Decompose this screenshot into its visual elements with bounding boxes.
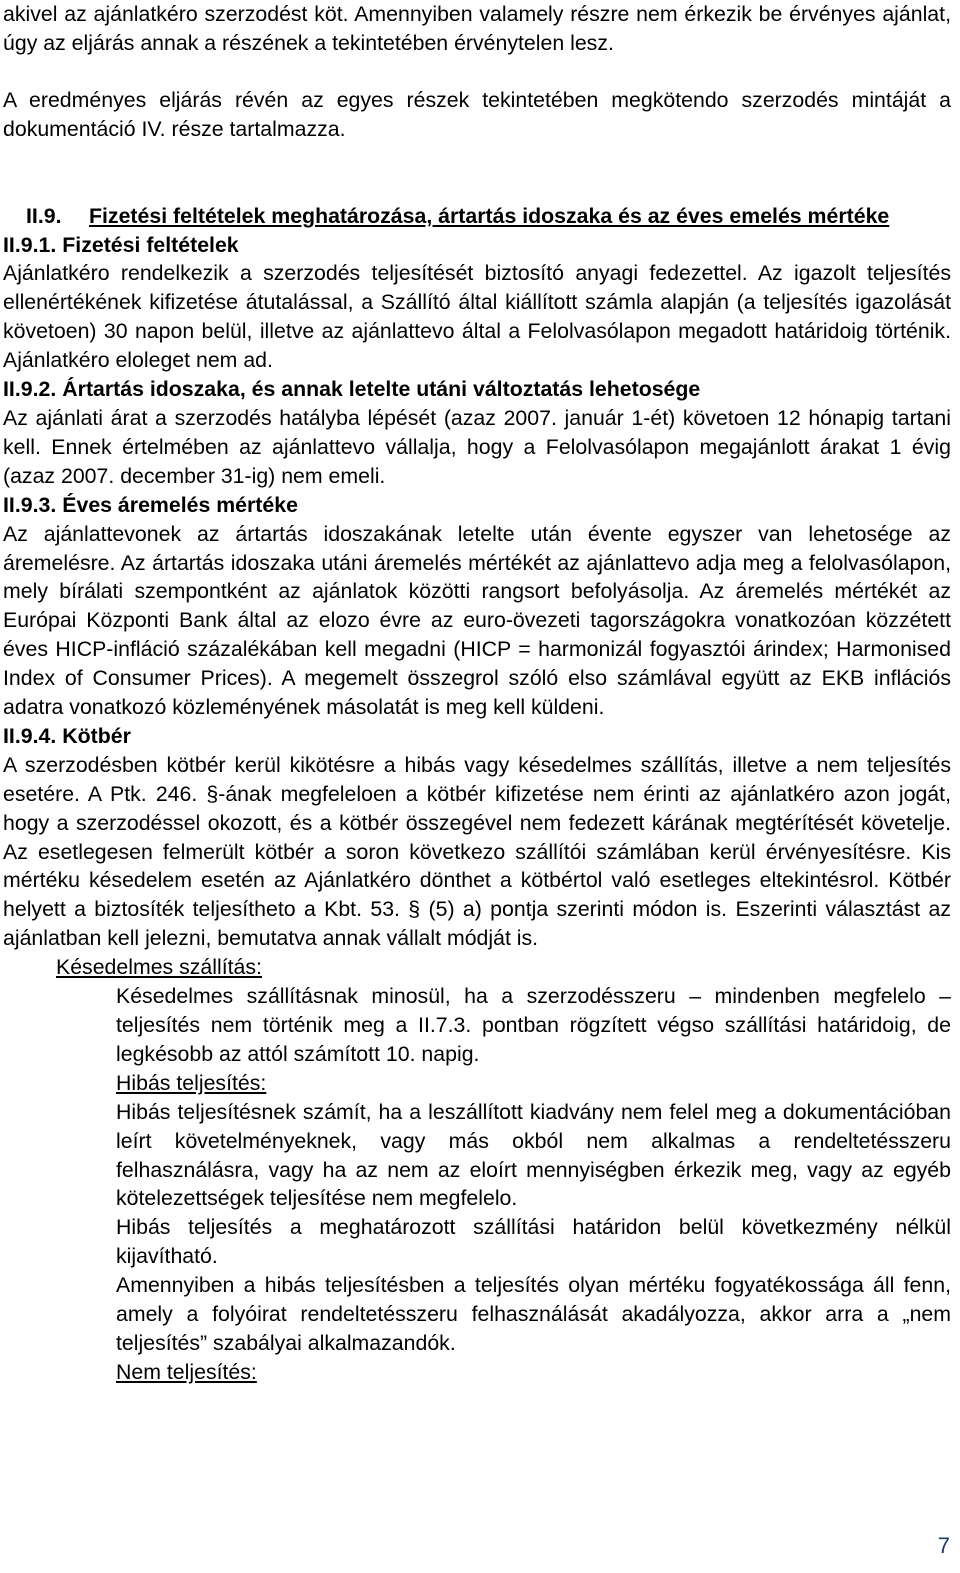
section-ii9-heading	[3, 202, 951, 231]
spacer	[3, 144, 951, 173]
section-number: II.9.1.	[3, 232, 57, 257]
section-title: Fizetési feltételek	[62, 232, 239, 257]
intro-paragraph-1: akivel az ajánlatkéro szerzodést köt. Amennyiben valamely részre nem érkezik be érvényes ajánlat, úgy az eljárás annak a részének a tekintetében érvénytelen lesz.	[3, 2, 951, 55]
defective-label-row	[116, 1069, 951, 1098]
section-title: Fizetési feltételek meghatározása, ártartás idoszaka és az éves emelés mértéke	[89, 203, 890, 228]
late-delivery-label: Késedelmes szállítás:	[56, 955, 262, 980]
section-title: Kötbér	[62, 723, 131, 748]
defective-body-1: Hibás teljesítésnek számít, ha a leszállított kiadvány nem felel meg a dokumentációban leírt követelményeknek, vagy más okból nem alkalmas a rendeltetésszeru felhasználásra, vagy ha az nem az eloírt mennyiségben érkezik meg, vagy az egyéb kötelezettségek teljesítése nem megfelelo.	[116, 1099, 951, 1211]
section-ii94-body: A szerzodésben kötbér kerül kikötésre a hibás vagy késedelmes szállítás, illetve a nem teljesítés esetére. A Ptk. 246. §-ának megfeleloen a kötbér kifizetése nem érinti az ajánlatkéro azon jogát, hogy a szerzodéssel okozott, és a kötbér összegével nem fedezett kárának megtérítését követelje. Az esetlegesen felmerült kötbér a soron következo szállítói számlában kerül érvényesítésre. Kis mértéku késedelem esetén az Ajánlatkéro dönthet a kötbértol való esetleges eltekintésrol. Kötbér helyett a biztosíték teljesítheto a Kbt. 53. § (5) a) pontja szerinti módon is. Eszerinti választást az ajánlatban kell jelezni, bemutatva annak vállalt módját is.	[3, 752, 951, 951]
section-ii92-body: Az ajánlati árat a szerzodés hatályba lépését (azaz 2007. január 1-ét) követoen 12 hónapig tartani kell. Ennek értelmében az ajánlattevo vállalja, hogy a Felolvasólapon megajánlott árakat 1 évig (azaz 2007. december 31-ig) nem emeli.	[3, 405, 951, 488]
section-title: Éves áremelés mértéke	[62, 492, 298, 517]
defective-label: Hibás teljesítés:	[116, 1070, 267, 1095]
section-ii93-heading	[3, 491, 951, 520]
section-number: II.9.4.	[3, 723, 57, 748]
spacer	[3, 58, 951, 86]
section-title: Ártartás idoszaka, és annak letelte utáni változtatás lehetosége	[62, 377, 701, 402]
non-performance-label-row	[116, 1358, 951, 1387]
intro-paragraph-2: A eredményes eljárás révén az egyes részek tekintetében megkötendo szerzodés mintáját a dokumentáció IV. része tartalmazza.	[3, 87, 951, 141]
document-page	[3, 0, 951, 1387]
section-ii94-heading	[3, 722, 951, 751]
page-number: 7	[937, 1533, 950, 1558]
section-number: II.9.	[26, 203, 62, 228]
section-ii91-body: Ajánlatkéro rendelkezik a szerzodés teljesítését biztosító anyagi fedezettel. Az igazolt teljesítés ellenértékének kifizetése átutalással, a Szállító által kiállított számla alapján (a teljesítés igazolását követoen) 30 napon belül, illetve az ajánlattevo által a Felolvasólapon megadott határidoig történik. Ajánlatkéro eloleget nem ad.	[3, 261, 951, 373]
defective-body-3: Amennyiben a hibás teljesítésben a teljesítés olyan mértéku fogyatékossága áll fenn, amely a folyóirat rendeltetésszeru felhasználását akadályozza, akkor arra a „nem teljesítés” szabályai alkalmazandók.	[116, 1273, 951, 1355]
section-ii92-heading	[3, 375, 951, 404]
section-number: II.9.2.	[3, 377, 57, 402]
late-delivery-label-row	[3, 953, 951, 982]
section-ii93-body: Az ajánlattevonek az ártartás idoszakának letelte után évente egyszer van lehetosége az áremelésre. Az ártartás idoszaka utáni áremelés mértékét az ajánlattevo adja meg a felolvasólapon, mely bírálati szempontként az ajánlatok közötti rangsort befolyásolja. Az áremelés mértékét az Európai Központi Bank által az elozo évre az euro-övezeti tagországokra vonatkozóan közzétett éves HICP-infláció százalékában kell megadni (HICP = harmonizál fogyasztói árindex; Harmonised Index of Consumer Prices). A megemelt összegrol szóló elso számlával együtt az EKB inflációs adatra vonatkozó közleményének másolatát is meg kell küldeni.	[3, 521, 951, 720]
section-ii91-heading	[3, 231, 951, 260]
late-delivery-block	[3, 982, 951, 1387]
late-delivery-body: Késedelmes szállításnak minosül, ha a szerzodésszeru – mindenben megfelelo – teljesítés nem történik meg a II.7.3. pontban rögzített végso szállítási határidoig, de legkésobb az attól számított 10. napig.	[116, 984, 951, 1066]
spacer	[3, 173, 951, 202]
defective-body-2: Hibás teljesítés a meghatározott szállítási határidon belül következmény nélkül kijavítható.	[116, 1215, 951, 1269]
non-performance-label: Nem teljesítés:	[116, 1359, 257, 1384]
section-number: II.9.3.	[3, 492, 57, 517]
